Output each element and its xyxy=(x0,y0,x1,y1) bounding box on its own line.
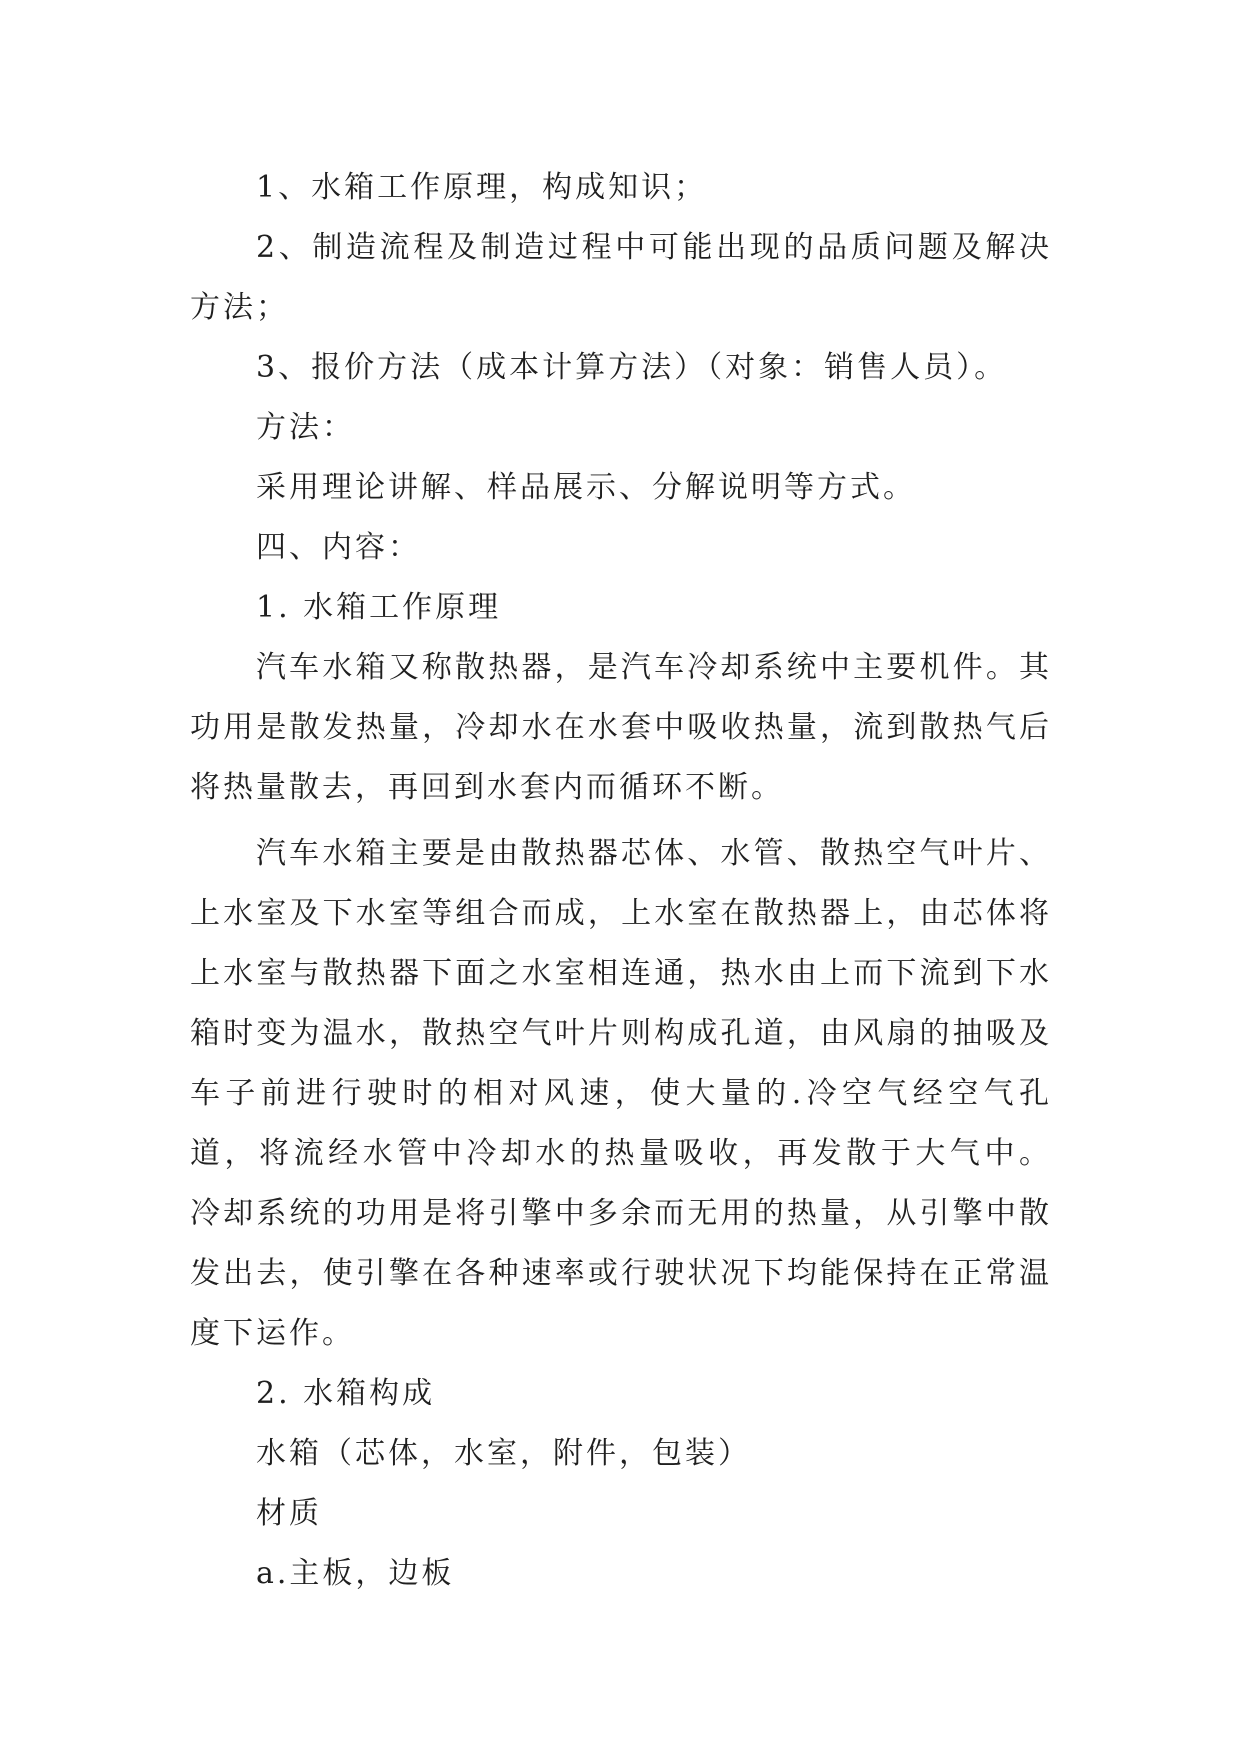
paragraph-principle-intro: 汽车水箱又称散热器，是汽车冷却系统中主要机件。其功用是散发热量，冷却水在水套中吸收热量，流到散热气后将热量散去，再回到水套内而循环不断。 xyxy=(190,650,1052,805)
paragraph-goal-2: 2、制造流程及制造过程中可能出现的品质问题及解决方法； xyxy=(190,230,1052,325)
paragraph-goal-3: 3、报价方法（成本计算方法）（对象：销售人员）。 xyxy=(256,350,1008,385)
subsection-heading-principle: 1. 水箱工作原理 xyxy=(256,590,502,625)
section-heading-content: 四、内容： xyxy=(256,530,421,565)
subsection-heading-composition: 2. 水箱构成 xyxy=(256,1376,436,1411)
paragraph-material-item-a: a.主板，边板 xyxy=(256,1556,455,1591)
paragraph-goal-1: 1、水箱工作原理，构成知识； xyxy=(256,170,708,205)
paragraph-method-heading: 方法： xyxy=(256,410,355,445)
paragraph-material-heading: 材质 xyxy=(256,1496,322,1531)
document-body xyxy=(190,158,1052,1604)
paragraph-principle-detail: 汽车水箱主要是由散热器芯体、水管、散热空气叶片、上水室及下水室等组合而成，上水室在散热器上，由芯体将上水室与散热器下面之水室相连通，热水由上而下流到下水箱时变为温水，散热空气叶片则构成孔道，由风扇的抽吸及车子前进行驶时的相对风速，使大量的.冷空气经空气孔道，将流经水管中冷却水的热量吸收，再发散于大气中。 冷却系统的功用是将引擎中多余而无用的热量，从引擎中散发出去，使引擎在各种速率或行驶状况下均能保持在正常温度下运作。 xyxy=(190,836,1052,1351)
paragraph-composition-parts: 水箱（芯体，水室，附件，包装） xyxy=(256,1436,751,1471)
paragraph-method-body: 采用理论讲解、样品展示、分解说明等方式。 xyxy=(256,470,916,505)
